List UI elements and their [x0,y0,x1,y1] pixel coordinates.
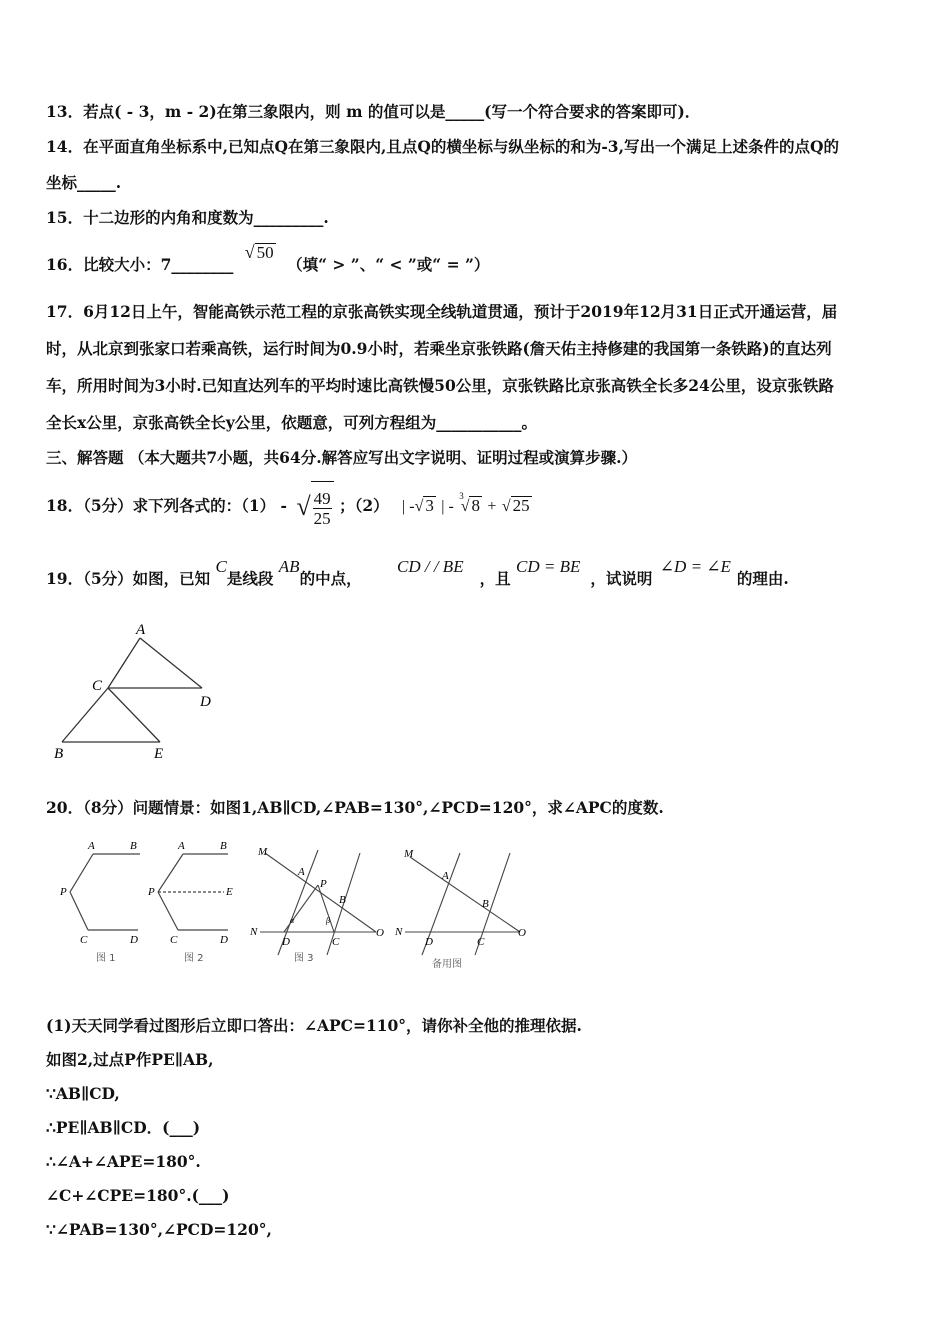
svg-text:B: B [482,898,489,910]
question-14-line2: 坐标_____. [46,173,122,192]
question-text: 若点( - 3，m - 2)在第三象限内，则 m 的值可以是_____(写一个符合要求的答案即可)． [83,102,701,121]
fraction-numerator: 49 [313,489,331,509]
question-number: 13． [46,102,84,121]
text-c: 的中点， [299,569,362,588]
svg-text:M: M [404,848,414,860]
svg-text:D: D [282,936,290,948]
figure-backup [394,848,526,970]
question-18: 18．（5分）求下列各式的：（1） - √ $\frac{49}{25}$ ；（2） | -√ 3 | - $^3$√ 8 + √ 25 [46,476,532,528]
label-c: C [92,678,103,694]
expr-part-b: | - [441,498,454,516]
question-number: 17． [46,302,84,321]
svg-text:α: α [290,916,295,925]
radicand-8: 8 [471,496,480,516]
question-13 [46,102,700,122]
separator: ；（2） [339,496,389,516]
figure-3 [249,846,384,964]
svg-text:A: A [88,840,95,852]
q20-step-4: ∴∠A+∠APE=180°. [46,1152,201,1171]
condition-parallel: CD / / BE [397,557,464,576]
question-text: 比较大小：7________ [83,255,234,274]
svg-text:B: B [339,894,346,906]
fraction-denominator: 25 [313,509,331,529]
figure-1-caption: 图 1 [96,953,116,964]
figure-2-caption: 图 2 [184,953,204,964]
q20-figures [50,835,540,975]
label-b: B [54,746,64,762]
radicand-3: 3 [425,496,434,516]
var-c: C [215,557,227,576]
svg-text:A: A [178,840,185,852]
figure-backup-caption: 备用图 [432,959,462,970]
question-number: 15． [46,208,84,227]
sqrt-fraction [311,481,334,534]
radicand-25: 25 [512,496,530,516]
question-17-line3: 车，所用时间为3小时.已知直达列车的平均时速比高铁慢50公里，京张铁路比京张高铁全长多24公里，设京张铁路 [46,376,834,395]
text-f: 的理由. [736,569,789,588]
q20-part-1: (1)天天同学看过图形后立即口答出：∠APC=110°，请你补全他的推理依据. [46,1016,582,1035]
question-text: （8分）问题情景：如图1,AB∥CD,∠PAB=130°,∠PCD=120°，求∠APC的度数. [83,798,664,817]
question-text: 在平面直角坐标系中,已知点Q在第三象限内,且点Q的横坐标与纵坐标的和为-3,写出一个满足上述条件的点Q的 [83,137,839,156]
label-e: E [154,746,164,762]
figure-3-caption: 图 3 [294,953,314,964]
question-19 [46,557,789,589]
q19-figure [50,620,230,765]
question-number: 20． [46,798,84,817]
svg-text:C: C [80,934,88,946]
q20-step-6: ∵∠PAB=130°,∠PCD=120°, [46,1220,272,1239]
question-16 [46,242,490,275]
segment-ce [108,688,160,742]
svg-text:N: N [250,926,258,938]
question-20 [46,798,664,818]
cube-index: 3 [459,491,464,501]
svg-text:C: C [332,936,340,948]
svg-text:O: O [518,927,526,939]
question-number: 19． [46,569,84,588]
question-hint: （填“ > ”、“ < ”或“ = ”） [287,255,490,274]
question-number: 16． [46,255,84,274]
plus-sign: + [487,498,497,516]
svg-text:C: C [477,936,485,948]
figure-2 [147,840,233,964]
section-3-heading: 三、解答题 （本大题共7小题，共64分.解答应写出文字说明、证明过程或演算步骤.） [46,448,638,467]
svg-text:D: D [220,934,228,946]
text-e: ，试说明 [590,569,653,588]
question-text: （5分）求下列各式的：（1） - [83,496,287,516]
svg-text:C: C [170,934,178,946]
svg-text:D: D [425,936,433,948]
svg-text:P: P [320,878,327,890]
svg-text:B: B [220,840,227,852]
label-d: D [200,694,211,710]
svg-text:P: P [60,886,67,898]
svg-text:A: A [298,866,305,878]
segment-ac [108,638,140,688]
radicand: 50 [256,243,274,262]
question-number: 18． [46,496,84,516]
text-b: 是线段 [226,569,274,588]
question-number: 14． [46,137,84,156]
conclusion: ∠D = ∠E [659,557,731,576]
question-15 [46,208,329,228]
sqrt-50: √ 50 [244,242,274,262]
question-17-line2: 时，从北京到张家口若乘高铁，运行时间为0.9小时，若乘坐京张铁路(詹天佑主持修建的我国第一条铁路)的直达列 [46,339,832,358]
svg-text:M: M [258,846,268,858]
svg-text:E: E [226,886,233,898]
question-17-line4: 全长x公里，京张高铁全长y公里，依题意，可列方程组为___________。 [46,413,537,432]
question-17 [46,302,837,322]
question-text: 6月12日上午，智能高铁示范工程的京张高铁实现全线轨道贯通，预计于2019年12月31日正式开通运营，届 [83,302,838,321]
label-a: A [136,622,146,638]
svg-text:D: D [130,934,138,946]
expr-part-a: | - [402,498,415,516]
text-d: ，且 [479,569,511,588]
svg-text:O: O [376,927,384,939]
q20-step-2: ∵AB∥CD, [46,1084,120,1103]
svg-text:β: β [326,916,330,925]
q20-step-3: ∴PE∥AB∥CD．(___) [46,1118,201,1137]
q20-step-1: 如图2,过点P作PE∥AB, [46,1050,214,1069]
question-14 [46,137,839,157]
var-ab: AB [278,557,300,576]
q20-step-5: ∠C+∠CPE=180°.(___) [46,1186,230,1205]
text-a: （5分）如图，已知 [83,569,211,588]
segment-cb [62,688,108,742]
question-text: 十二边形的内角和度数为_________. [83,208,329,227]
condition-equal: CD = BE [516,557,581,576]
svg-text:A: A [442,870,449,882]
figure-1 [59,840,140,964]
svg-text:B: B [130,840,137,852]
svg-text:P: P [148,886,155,898]
svg-text:N: N [395,926,403,938]
segment-ad [140,638,202,688]
